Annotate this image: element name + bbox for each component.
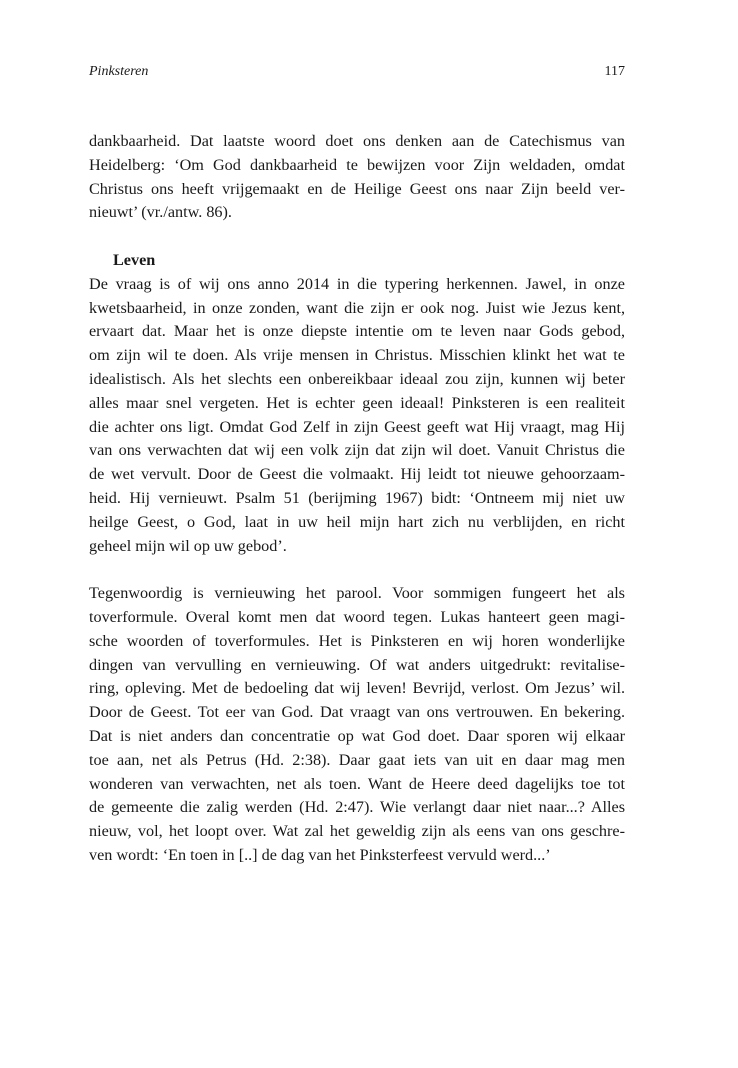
paragraph-gap: [89, 558, 625, 582]
text-line: Door de Geest. Tot eer van God. Dat vraagt van ons vertrouwen. En bekering.: [89, 703, 625, 722]
text-line: Tegenwoordig is vernieuwing het parool. Voor sommigen fungeert het als: [89, 584, 625, 603]
text-line: van ons verwachten dat wij een volk zijn dat zijn wil doet. Vanuit Christus die: [89, 441, 625, 460]
text-line: Dat is niet anders dan concentratie op wat God doet. Daar sporen wij elkaar: [89, 726, 625, 745]
text-line: heilge Geest, o God, laat in uw heil mijn hart zich nu verblijden, en richt: [89, 512, 625, 531]
running-head: [89, 62, 625, 82]
paragraph: [89, 273, 625, 559]
text-line: de gemeente die zalig werden (Hd. 2:47). Wie verlangt daar niet naar...? Alles: [89, 798, 625, 817]
text-line: heid. Hij vernieuwt. Psalm 51 (berijming 1967) bidt: ‘Ontneem mij niet uw: [89, 488, 625, 507]
text-line: ven wordt: ‘En toen in [..] de dag van het Pinksterfeest vervuld werd...’: [89, 845, 551, 864]
text-line: ring, opleving. Met de bedoeling dat wij leven! Bevrijd, verlost. Om Jezus’ wil.: [89, 679, 625, 698]
text-line: alles maar snel vergeten. Het is echter geen ideaal! Pinksteren is een realiteit: [89, 393, 625, 412]
paragraph: [89, 582, 625, 868]
text-line: dankbaarheid. Dat laatste woord doet ons denken aan de Catechismus van: [89, 132, 625, 150]
text-line: nieuw, vol, het loopt over. Wat zal het geweldig zijn als eens van ons geschre-: [89, 822, 625, 841]
text-line: de wet vervult. Door de Geest die volmaakt. Hij leidt tot nieuwe gehoorzaam-: [89, 465, 625, 484]
text-line: Heidelberg: ‘Om God dankbaarheid te bewijzen voor Zijn weldaden, omdat: [89, 155, 625, 174]
text-line: om zijn wil te doen. Als vrije mensen in Christus. Misschien klinkt het wat te: [89, 346, 625, 365]
body-text: [89, 130, 625, 868]
text-line: idealistisch. Als het slechts een onbereikbaar ideaal zou zijn, kunnen wij beter: [89, 369, 625, 388]
running-title: Pinksteren: [89, 64, 149, 79]
text-line: geheel mijn wil op uw gebod’.: [89, 536, 287, 555]
paragraph: [89, 130, 625, 225]
paragraph-gap: [89, 225, 625, 249]
text-line: Christus ons heeft vrijgemaakt en de Heilige Geest ons naar Zijn beeld ver-: [89, 179, 625, 198]
text-line: dingen van vervulling en vernieuwing. Of wat anders uitgedrukt: revitalise-: [89, 655, 625, 674]
text-line: sche woorden of toverformules. Het is Pinksteren en wij horen wonderlijke: [89, 631, 625, 650]
text-line: die achter ons ligt. Omdat God Zelf in zijn Geest geeft wat Hij vraagt, mag Hij: [89, 417, 625, 436]
section-heading: Leven: [113, 250, 156, 269]
text-line: toe aan, net als Petrus (Hd. 2:38). Daar gaat iets van uit en daar mag men: [89, 750, 625, 769]
text-line: kwetsbaarheid, in onze zonden, want die zijn er ook nog. Juist wie Jezus kent,: [89, 298, 625, 317]
text-line: toverformule. Overal komt men dat woord tegen. Lukas hanteert geen magi-: [89, 607, 625, 626]
page-number: 117: [604, 64, 625, 79]
text-line: ervaart dat. Maar het is onze diepste intentie om te leven naar Gods gebod,: [89, 322, 625, 341]
text-line: De vraag is of wij ons anno 2014 in die typering herkennen. Jawel, in onze: [89, 274, 625, 293]
text-line: nieuwt’ (vr./antw. 86).: [89, 203, 232, 222]
text-line: wonderen van verwachten, net als toen. Want de Heere deed dagelijks toe tot: [89, 774, 625, 793]
